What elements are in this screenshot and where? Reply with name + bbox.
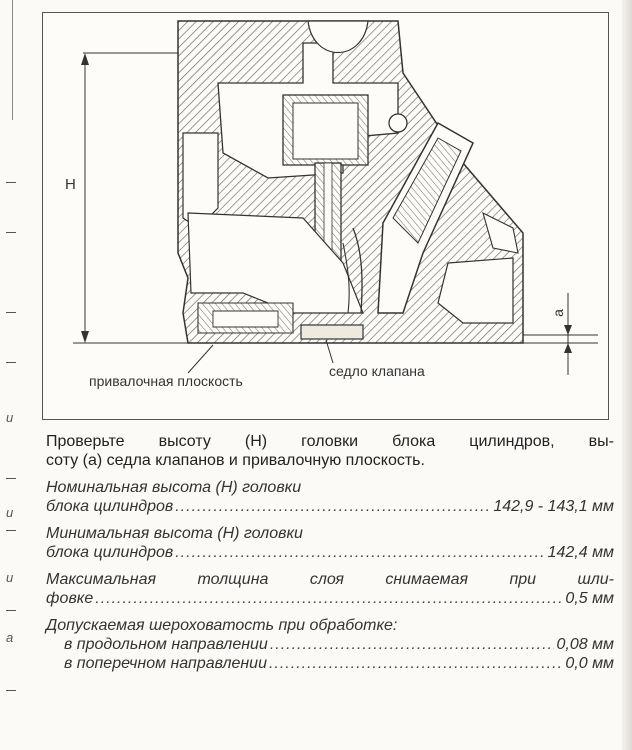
spec-name: фовке — [46, 590, 94, 607]
intro-line: Проверьте высоту (H) головки блока цилиндров, вы- — [46, 433, 614, 450]
margin-letter: и — [6, 410, 14, 425]
spec-value: 142,4 мм — [547, 544, 614, 561]
spec-leader — [175, 543, 545, 562]
spec-max-grinding — [46, 570, 614, 608]
spec-row — [46, 589, 614, 608]
spec-nominal-height — [46, 478, 614, 516]
label-mounting-plane: привалочная плоскость — [89, 373, 243, 389]
margin-letter: а — [6, 630, 14, 645]
spec-roughness — [46, 616, 614, 673]
spec-row — [46, 654, 614, 673]
label-valve-seat: седло клапана — [329, 363, 425, 379]
spec-title: Минимальная высота (H) головки — [46, 525, 303, 542]
cylinder-head-drawing — [43, 13, 610, 421]
spec-title: Максимальная толщина слоя снимаемая при шли- — [46, 571, 614, 588]
spec-leader — [269, 654, 563, 673]
spec-name: блока цилиндров — [46, 498, 174, 515]
spec-name: в поперечном направлении — [64, 655, 267, 672]
label-a: a — [549, 309, 566, 317]
page-edge-rule — [0, 0, 13, 120]
margin-dash — [6, 478, 16, 479]
spec-value: 0,5 мм — [565, 590, 614, 607]
text-block — [46, 432, 614, 673]
spec-row — [46, 635, 614, 654]
spec-leader — [175, 497, 491, 516]
margin-dash — [6, 610, 16, 611]
spec-row — [46, 497, 614, 516]
spec-leader — [270, 635, 555, 654]
intro-line: соту (а) седла клапанов и привалочную плоскость. — [46, 452, 425, 469]
spec-name: в продольном направлении — [64, 636, 268, 653]
spec-title: Допускаемая шероховатость при обработке: — [46, 617, 398, 634]
spec-minimum-height — [46, 524, 614, 562]
margin-dash — [6, 530, 16, 531]
margin-dash — [6, 690, 16, 691]
casting-body — [178, 21, 523, 343]
spec-value: 0,08 мм — [556, 636, 614, 653]
margin-dash — [6, 312, 16, 313]
spec-value: 142,9 - 143,1 мм — [493, 498, 614, 515]
spec-value: 0,0 мм — [565, 655, 614, 672]
leader-mounting-plane — [188, 345, 213, 373]
page-shadow — [622, 0, 632, 750]
margin-letter: и — [6, 570, 14, 585]
margin-dash — [6, 362, 16, 363]
margin-dash — [6, 232, 16, 233]
cylinder-head-diagram — [42, 12, 609, 420]
spec-row — [46, 543, 614, 562]
spec-name: блока цилиндров — [46, 544, 174, 561]
intro-paragraph — [46, 432, 614, 470]
margin-dash — [6, 182, 16, 183]
spec-leader — [95, 589, 563, 608]
label-h: H — [65, 176, 76, 193]
margin-fragments — [0, 170, 22, 730]
spec-title: Номинальная высота (H) головки — [46, 479, 302, 496]
margin-letter: и — [6, 505, 14, 520]
dimension-a — [523, 293, 598, 375]
